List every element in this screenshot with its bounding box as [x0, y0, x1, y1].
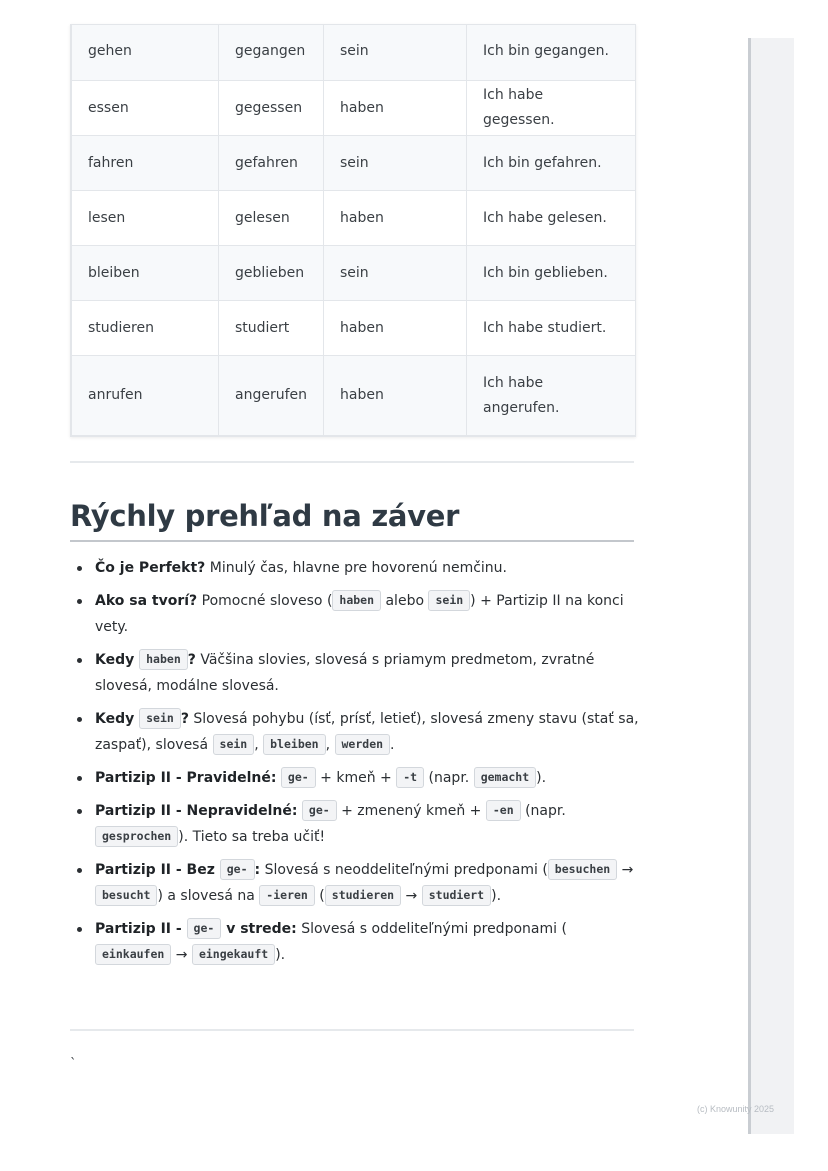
- cell-partizip: gefahren: [219, 136, 324, 191]
- item-label: Kedy: [95, 652, 140, 668]
- cell-example: Ich habe gegessen.: [467, 81, 636, 136]
- cell-infinitive: essen: [72, 81, 219, 136]
- item-text: ).: [536, 770, 547, 786]
- inline-code: werden: [335, 734, 391, 755]
- item-text: ). Tieto sa treba učiť!: [178, 829, 326, 845]
- item-label: v strede:: [221, 921, 297, 937]
- cell-partizip: gegessen: [219, 81, 324, 136]
- cell-auxiliary: sein: [324, 246, 467, 301]
- table-row: [72, 81, 636, 136]
- inline-code: einkaufen: [95, 944, 171, 965]
- inline-code: -t: [396, 767, 424, 788]
- item-text: Väčšina slovies, slovesá s priamym predmetom, zvratné slovesá, modálne slovesá.: [95, 652, 595, 694]
- inline-code: studiert: [422, 885, 491, 906]
- item-text: alebo: [381, 593, 429, 609]
- inline-code: ge-: [302, 800, 337, 821]
- item-text: Slovesá s oddeliteľnými predponami (: [296, 921, 567, 937]
- cell-auxiliary: haben: [324, 81, 467, 136]
- inline-code: gesprochen: [95, 826, 178, 847]
- cell-auxiliary: sein: [324, 136, 467, 191]
- side-panel: [748, 38, 794, 1134]
- item-label: Partizip II - Pravidelné:: [95, 770, 277, 786]
- item-label: ?: [180, 711, 189, 727]
- inline-code: sein: [213, 734, 255, 755]
- verb-table: [70, 24, 636, 437]
- inline-code: ge-: [187, 918, 222, 939]
- trailing-backtick: `: [70, 1057, 77, 1072]
- cell-example: Ich habe studiert.: [467, 301, 636, 356]
- table-row: [72, 25, 636, 81]
- item-text: Slovesá pohybu (ísť, prísť, letieť), slovesá zmeny stavu (stať sa, zaspať), slovesá: [95, 711, 639, 753]
- cell-auxiliary: sein: [324, 25, 467, 81]
- item-text: Minulý čas, hlavne pre hovorenú nemčinu.: [205, 560, 507, 576]
- copyright-footer: (c) Knowunity 2025: [696, 1104, 774, 1114]
- list-item: [95, 588, 640, 640]
- cell-infinitive: bleiben: [72, 246, 219, 301]
- item-text: Slovesá s neoddeliteľnými predponami (: [260, 862, 548, 878]
- inline-code: bleiben: [263, 734, 325, 755]
- item-text: .: [390, 737, 395, 753]
- list-item: [95, 798, 640, 850]
- item-text: →: [171, 947, 192, 963]
- inline-code: haben: [139, 649, 188, 670]
- item-label: :: [254, 862, 261, 878]
- cell-partizip: studiert: [219, 301, 324, 356]
- item-text: →: [617, 862, 634, 878]
- cell-infinitive: lesen: [72, 191, 219, 246]
- list-item: [95, 857, 640, 909]
- list-item: [95, 555, 640, 581]
- inline-code: besuchen: [548, 859, 617, 880]
- cell-infinitive: gehen: [72, 25, 219, 81]
- item-label: Ako sa tvorí?: [95, 593, 198, 609]
- cell-example: Ich bin geblieben.: [467, 246, 636, 301]
- item-label: Partizip II - Nepravidelné:: [95, 803, 298, 819]
- item-text: ) + Partizip II na konci vety.: [95, 593, 624, 635]
- cell-auxiliary: haben: [324, 191, 467, 246]
- item-text: ,: [325, 737, 335, 753]
- table-row: [72, 301, 636, 356]
- cell-partizip: angerufen: [219, 356, 324, 436]
- inline-code: sein: [139, 708, 181, 729]
- item-text: (: [314, 888, 325, 904]
- cell-infinitive: fahren: [72, 136, 219, 191]
- section-divider: [70, 461, 634, 463]
- item-text: ,: [254, 737, 264, 753]
- cell-infinitive: anrufen: [72, 356, 219, 436]
- cell-partizip: geblieben: [219, 246, 324, 301]
- cell-example: Ich habe angerufen.: [467, 356, 636, 436]
- table-row: [72, 191, 636, 246]
- item-label: Partizip II -: [95, 921, 187, 937]
- list-item: [95, 706, 640, 758]
- inline-code: eingekauft: [192, 944, 275, 965]
- inline-code: -ieren: [259, 885, 315, 906]
- cell-partizip: gegangen: [219, 25, 324, 81]
- item-text: Pomocné sloveso (: [197, 593, 333, 609]
- summary-list: [70, 555, 640, 975]
- item-text: ).: [491, 888, 502, 904]
- inline-code: haben: [332, 590, 381, 611]
- inline-code: ge-: [281, 767, 316, 788]
- table-row: [72, 356, 636, 436]
- item-label: Kedy: [95, 711, 140, 727]
- table-row: [72, 136, 636, 191]
- inline-code: studieren: [325, 885, 401, 906]
- cell-example: Ich habe gelesen.: [467, 191, 636, 246]
- inline-code: gemacht: [474, 767, 536, 788]
- item-label: ?: [187, 652, 196, 668]
- item-label: Partizip II - Bez: [95, 862, 220, 878]
- table-row: [72, 246, 636, 301]
- item-text: ) a slovesá na: [157, 888, 260, 904]
- list-item: [95, 765, 640, 791]
- cell-example: Ich bin gegangen.: [467, 25, 636, 81]
- item-text: + zmenený kmeň +: [336, 803, 486, 819]
- cell-infinitive: studieren: [72, 301, 219, 356]
- item-text: (napr.: [520, 803, 566, 819]
- cell-auxiliary: haben: [324, 356, 467, 436]
- item-text: ).: [275, 947, 286, 963]
- inline-code: sein: [428, 590, 470, 611]
- item-text: + kmeň +: [315, 770, 397, 786]
- section-divider: [70, 1029, 634, 1031]
- cell-partizip: gelesen: [219, 191, 324, 246]
- item-text: →: [401, 888, 422, 904]
- inline-code: ge-: [220, 859, 255, 880]
- inline-code: -en: [486, 800, 521, 821]
- cell-auxiliary: haben: [324, 301, 467, 356]
- list-item: [95, 647, 640, 699]
- item-label: Čo je Perfekt?: [95, 560, 206, 576]
- cell-example: Ich bin gefahren.: [467, 136, 636, 191]
- inline-code: besucht: [95, 885, 157, 906]
- section-heading: Rýchly prehľad na záver: [70, 494, 634, 542]
- item-text: (napr.: [424, 770, 474, 786]
- list-item: [95, 916, 640, 968]
